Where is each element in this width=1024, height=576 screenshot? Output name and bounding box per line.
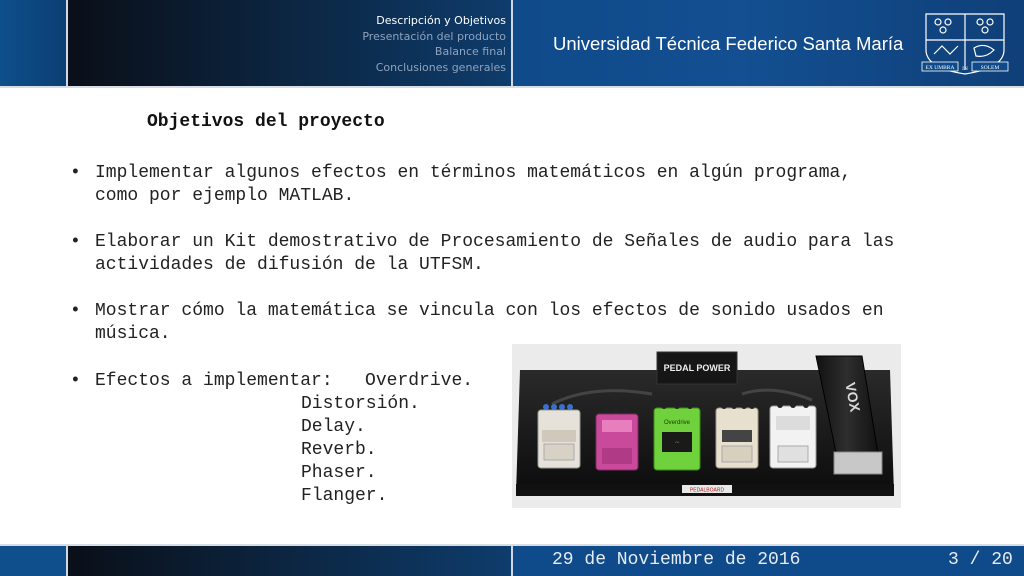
page-number: 3 / 20 <box>948 550 1013 570</box>
effect-item: Reverb. <box>301 440 377 460</box>
nav-item-presentacion[interactable]: Presentación del producto <box>362 29 506 43</box>
footer-middle-block <box>68 546 511 576</box>
effect-item: Distorsión. <box>301 394 420 414</box>
footer-date: 29 de Noviembre de 2016 <box>552 550 801 570</box>
university-title: Universidad Técnica Federico Santa María <box>553 33 904 54</box>
bullet-marker: • <box>70 232 81 252</box>
pedal-power-label: PEDAL POWER <box>663 363 731 373</box>
footer-left-block <box>0 546 66 576</box>
board-label: PEDALBOARD <box>689 487 725 494</box>
effects-list <box>301 393 420 508</box>
nav-item-descripcion[interactable]: Descripción y Objetivos <box>376 14 506 27</box>
effect-item: Flanger. <box>301 486 388 506</box>
nav-item-balance[interactable]: Balance final <box>434 45 506 58</box>
crest-motto-left: EX UMBRA <box>925 65 955 71</box>
svg-text:~: ~ <box>675 439 679 447</box>
nav-item-conclusiones[interactable]: Conclusiones generales <box>375 60 506 74</box>
pedal-green <box>654 403 700 470</box>
bullet-line: música. <box>95 324 171 344</box>
bullet-line: actividades de difusión de la UTFSM. <box>95 255 484 275</box>
bullet-line: Elaborar un Kit demostrativo de Procesamiento de Señales de audio para las <box>95 232 895 252</box>
bullet-marker: • <box>70 163 81 183</box>
pedal-pink <box>596 407 638 470</box>
header-left-block <box>0 0 66 88</box>
effect-item: Phaser. <box>301 463 377 483</box>
effect-item: Delay. <box>301 417 366 437</box>
university-crest-icon <box>920 10 1010 78</box>
vox-label: VOX <box>842 381 864 414</box>
pedalboard-photo <box>512 344 901 508</box>
crest-motto-right: SOLEM <box>980 65 1000 71</box>
pedal-white <box>770 402 816 468</box>
bullet-line: como por ejemplo MATLAB. <box>95 186 355 206</box>
bullet-line: Mostrar cómo la matemática se vincula con los efectos de sonido usados en <box>95 301 884 321</box>
bullet-marker: • <box>70 301 81 321</box>
pedalboard-illustration <box>512 344 901 508</box>
pedal-label: Overdrive <box>663 420 691 426</box>
pedal-white-blue <box>538 404 580 468</box>
bullet-marker: • <box>70 371 81 391</box>
header-bar <box>0 0 1024 88</box>
bullet-line: Implementar algunos efectos en términos matemáticos en algún programa, <box>95 163 852 183</box>
bullet-line: Efectos a implementar: Overdrive. <box>95 371 474 391</box>
slide-heading: Objetivos del proyecto <box>147 112 385 132</box>
section-nav <box>362 13 506 75</box>
crest-center-text: IN <box>962 66 968 72</box>
footer-bar <box>0 544 1024 576</box>
pedal-cream <box>716 403 758 468</box>
